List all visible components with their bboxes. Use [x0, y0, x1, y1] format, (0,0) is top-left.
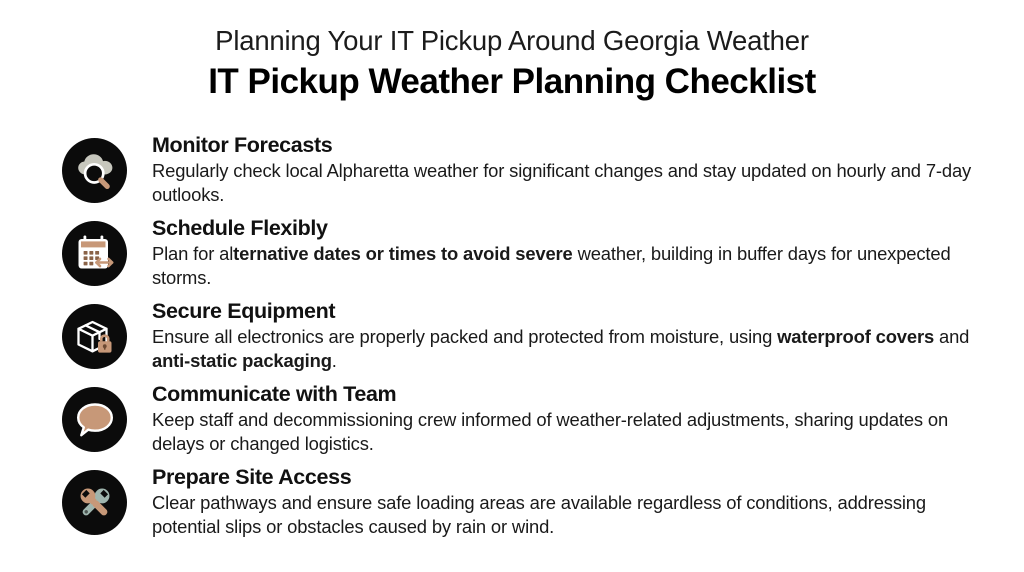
cloud-search-icon — [62, 138, 127, 203]
speech-bubble-icon — [62, 387, 127, 452]
checklist-item-body: Plan for alternative dates or times to avoid severe weather, building in buffer days for unexpected storms. — [152, 243, 951, 288]
page-subtitle: Planning Your IT Pickup Around Georgia Weather — [215, 25, 809, 56]
checklist-item-heading: Communicate with Team — [152, 382, 397, 406]
page-title: IT Pickup Weather Planning Checklist — [208, 61, 816, 101]
checklist-item-heading: Secure Equipment — [152, 299, 336, 323]
checklist-item-body: Clear pathways and ensure safe loading areas are available regardless of conditions, addressing potential slips or obstacles caused by rain or wind. — [152, 492, 926, 537]
checklist-item — [0, 133, 1024, 216]
checklist-item-body: Keep staff and decommissioning crew informed of weather-related adjustments, sharing updates on delays or changed logistics. — [152, 409, 949, 454]
checklist-item-body: Ensure all electronics are properly packed and protected from moisture, using waterproof covers and anti-static packaging. — [152, 326, 970, 371]
checklist-item — [0, 465, 1024, 548]
checklist-item — [0, 299, 1024, 382]
checklist — [0, 133, 1024, 548]
box-lock-icon — [62, 304, 127, 369]
checklist-item-heading: Monitor Forecasts — [152, 133, 333, 157]
checklist-item-heading: Schedule Flexibly — [152, 216, 328, 240]
calendar-reschedule-icon — [62, 221, 127, 286]
checklist-item-body: Regularly check local Alpharetta weather for significant changes and stay updated on hourly and 7-day outlooks. — [152, 160, 972, 205]
crossed-wrenches-icon — [62, 470, 127, 535]
checklist-item — [0, 216, 1024, 299]
checklist-item — [0, 382, 1024, 465]
header — [0, 0, 1024, 103]
checklist-item-heading: Prepare Site Access — [152, 465, 352, 489]
